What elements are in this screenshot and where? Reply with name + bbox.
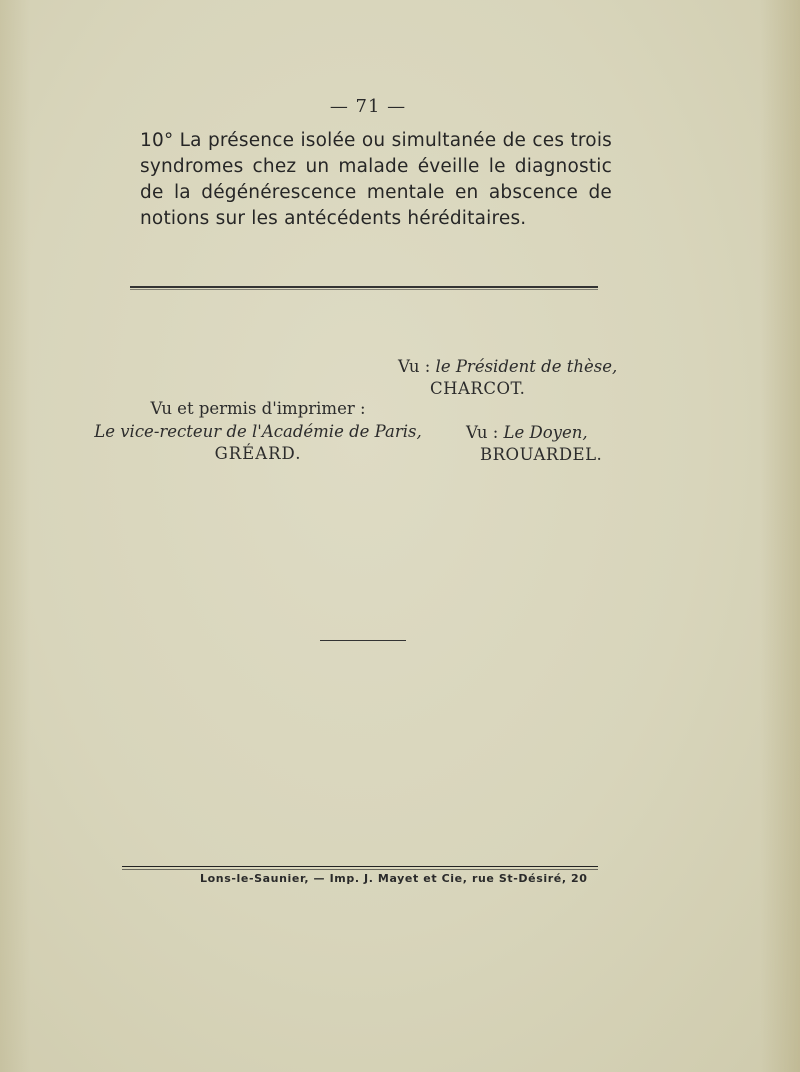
doyen-name: BROUARDEL. — [480, 445, 603, 464]
page-shadow-left — [0, 0, 30, 1072]
page-number: — 71 — — [329, 96, 407, 117]
president-signature — [398, 356, 617, 400]
printer-imprint: Lons-le-Saunier, — Imp. J. Mayet et Cie, rue St-Désiré, 20 — [200, 872, 588, 885]
doyen-title: Le Doyen, — [503, 423, 588, 442]
doyen-signature — [466, 422, 602, 466]
section-divider — [130, 286, 598, 288]
president-prefix: Vu : — [398, 357, 436, 376]
president-title: le Président de thèse, — [435, 357, 618, 376]
page-shadow-right — [760, 0, 800, 1072]
doyen-prefix: Vu : — [466, 423, 504, 442]
body-paragraph: 10° La présence isolée ou simultanée de ces trois syndromes chez un malade éveille le diagnostic de la dégénérescence mentale en abscence de notions sur les antécédents héréditaires. — [140, 130, 612, 229]
vice-rector-name: GRÉARD. — [214, 444, 302, 463]
end-divider — [320, 640, 406, 641]
imprimatur-signature — [0, 398, 516, 465]
imprimatur-line: Vu et permis d'imprimer : — [150, 399, 366, 418]
footer-divider — [122, 866, 598, 867]
president-name: CHARCOT. — [430, 379, 526, 398]
vice-rector-title: Le vice-recteur de l'Académie de Paris, — [94, 422, 422, 441]
